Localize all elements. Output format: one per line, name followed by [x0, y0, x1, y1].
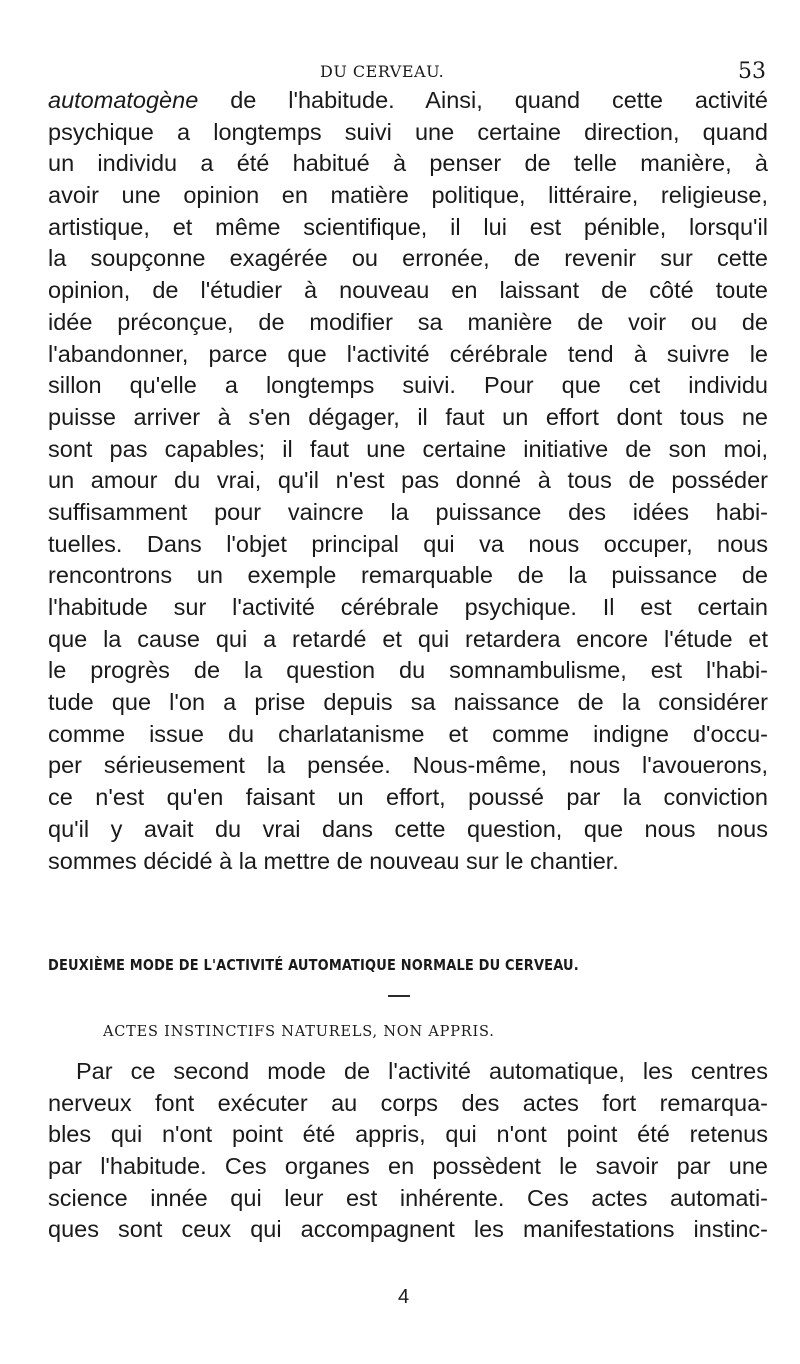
text-line: comme issue du charlatanisme et comme indigne d'occu- [48, 720, 768, 747]
page-number: 53 [738, 59, 766, 84]
text-line: ce n'est qu'en faisant un effort, poussé par la conviction [48, 784, 768, 811]
text-line: avoir une opinion en matière politique, littéraire, religieuse, [48, 182, 768, 209]
text-line: tude que l'on a prise depuis sa naissance de la considérer [48, 689, 768, 716]
text-line: qu'il y avait du vrai dans cette question, que nous nous [48, 815, 768, 842]
text-line: un individu a été habitué à penser de telle manière, à [48, 150, 768, 177]
text-line: rencontrons un exemple remarquable de la puissance de [48, 562, 768, 589]
text-line-rest: de l'habitude. Ainsi, quand cette activité [198, 87, 768, 113]
text-line: psychique a longtemps suivi une certaine direction, quand [48, 118, 768, 145]
text-line: nerveux font exécuter au corps des actes fort remarqua- [48, 1089, 768, 1116]
italic-term: automatogène [48, 87, 199, 113]
text-line: opinion, de l'étudier à nouveau en laissant de côté toute [48, 277, 768, 304]
running-head [0, 59, 800, 86]
paragraph-new [48, 1056, 768, 1246]
text-line: bles qui n'ont point été appris, qui n'ont point été retenus [48, 1121, 768, 1148]
section-subheading: ACTES INSTINCTIFS NATURELS, NON APPRIS. [103, 1024, 495, 1040]
text-line: la soupçonne exagérée ou erronée, de revenir sur cette [48, 245, 768, 272]
text-line: que la cause qui a retardé et qui retardera encore l'étude et [48, 625, 768, 652]
text-line: un amour du vrai, qu'il n'est pas donné à tous de posséder [48, 467, 768, 494]
text-line: idée préconçue, de modifier sa manière de voir ou de [48, 308, 768, 335]
signature-mark: 4 [398, 1286, 410, 1308]
text-line: sommes décidé à la mettre de nouveau sur le chantier. [48, 847, 619, 874]
text-line: tuelles. Dans l'objet principal qui va nous occuper, nous [48, 530, 768, 557]
paragraph-continued [48, 85, 768, 877]
text-line [48, 85, 768, 117]
text-line: ques sont ceux qui accompagnent les manifestations instinc- [48, 1216, 768, 1243]
text-line: l'abandonner, parce que l'activité cérébrale tend à suivre le [48, 340, 768, 367]
section-heading: DEUXIÈME MODE DE L'ACTIVITÉ AUTOMATIQUE NORMALE DU CERVEAU. [48, 956, 579, 974]
text-line: par l'habitude. Ces organes en possèdent le savoir par une [48, 1153, 768, 1180]
running-head-title: DU CERVEAU. [320, 62, 445, 81]
text-line: l'habitude sur l'activité cérébrale psychique. Il est certain [48, 594, 768, 620]
text-line: Par ce second mode de l'activité automatique, les centres [76, 1058, 768, 1084]
text-line: suffisamment pour vaincre la puissance des idées habi- [48, 498, 768, 525]
text-line: science innée qui leur est inhérente. Ces actes automati- [48, 1184, 768, 1211]
text-line: per sérieusement la pensée. Nous-même, nous l'avouerons, [48, 752, 768, 779]
text-line: le progrès de la question du somnambulisme, est l'habi- [48, 657, 768, 684]
text-line: sillon qu'elle a longtemps suivi. Pour que cet individu [48, 372, 768, 399]
text-line: sont pas capables; il faut une certaine initiative de son moi, [48, 435, 768, 462]
text-line: puisse arriver à s'en dégager, il faut un effort dont tous ne [48, 403, 768, 430]
text-line: artistique, et même scientifique, il lui est pénible, lorsqu'il [48, 213, 768, 240]
heading-rule [388, 995, 410, 997]
